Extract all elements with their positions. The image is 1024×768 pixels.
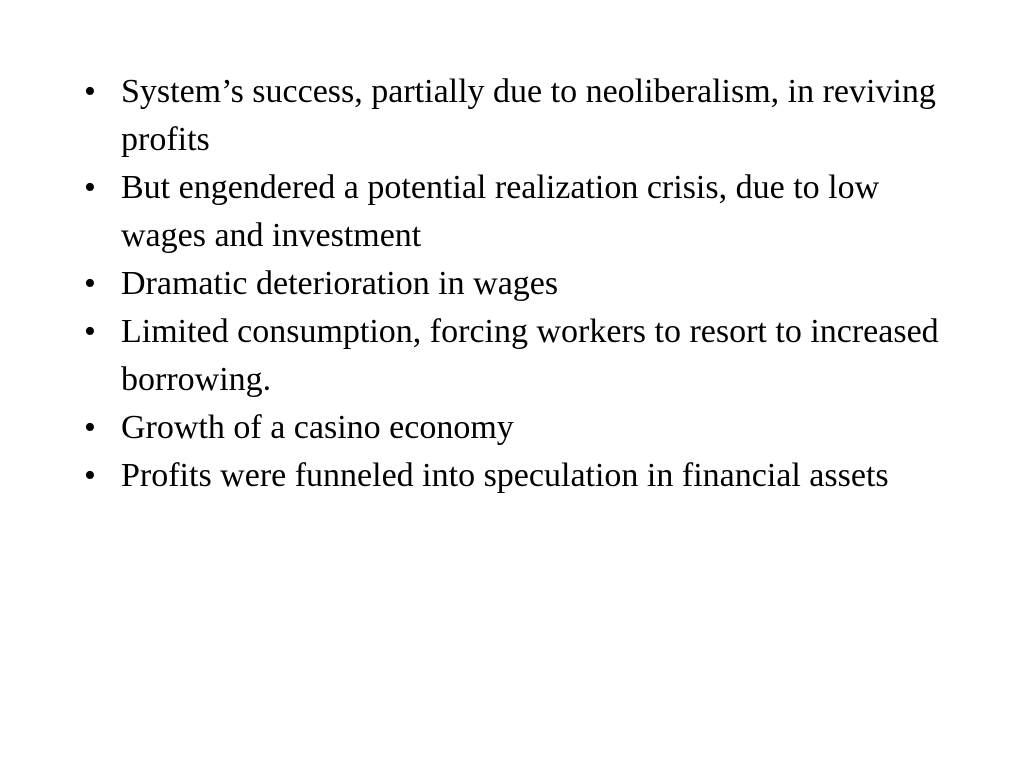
bullet-item bbox=[84, 404, 964, 452]
bullet-marker: • bbox=[84, 457, 96, 494]
bullet-marker: • bbox=[84, 169, 96, 206]
bullet-list bbox=[84, 68, 964, 500]
bullet-item bbox=[84, 260, 964, 308]
bullet-item bbox=[84, 308, 964, 404]
bullet-marker: • bbox=[84, 265, 96, 302]
bullet-text: But engendered a potential realization crisis, due to low wages and investment bbox=[121, 169, 880, 254]
bullet-text: Growth of a casino economy bbox=[121, 409, 514, 446]
bullet-text: Profits were funneled into speculation in financial assets bbox=[121, 457, 889, 494]
bullet-marker: • bbox=[84, 409, 96, 446]
bullet-item bbox=[84, 164, 964, 260]
bullet-text: Dramatic deterioration in wages bbox=[121, 265, 559, 302]
bullet-marker: • bbox=[84, 73, 96, 110]
bullet-item bbox=[84, 68, 964, 164]
bullet-item bbox=[84, 452, 964, 500]
bullet-marker: • bbox=[84, 313, 96, 350]
bullet-text: System’s success, partially due to neoliberalism, in reviving profits bbox=[121, 73, 936, 158]
bullet-text: Limited consumption, forcing workers to resort to increased borrowing. bbox=[121, 313, 939, 398]
